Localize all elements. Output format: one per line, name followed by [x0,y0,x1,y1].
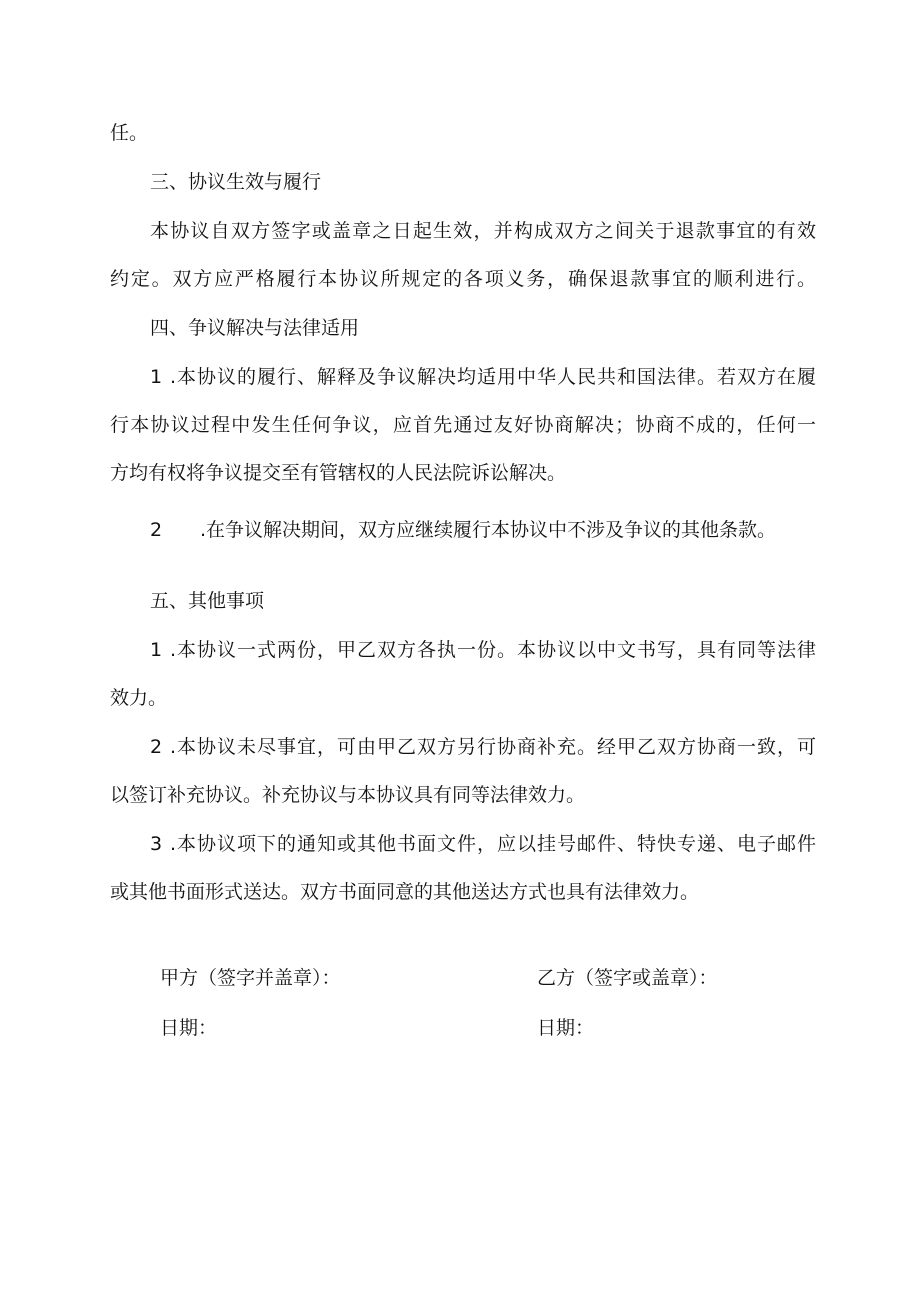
party-b-date-label: 日期： [537,1017,595,1039]
paragraph-line: 以签订补充协议。补充协议与本协议具有同等法律效力。 [110,784,586,806]
paragraph-line: 约定。双方应严格履行本协议所规定的各项义务，确保退款事宜的顺利进行。 [110,268,816,290]
paragraph-line: 行本协议过程中发生任何争议，应首先通过友好协商解决；协商不成的，任何一 [110,414,816,436]
paragraph-line: 效力。 [110,687,168,709]
paragraph-line: .本协议项下的通知或其他书面文件，应以挂号邮件、特快专递、电子邮件 [170,833,816,855]
section-heading-4: 四、争议解决与法律适用 [150,317,360,339]
clause-5-1 [150,638,816,662]
section-heading-3: 三、协议生效与履行 [150,171,322,193]
paragraph-line: 本协议自双方签字或盖章之日起生效，并构成双方之间关于退款事宜的有效 [150,220,816,242]
clause-5-2 [150,735,816,759]
paragraph-line: .本协议一式两份，甲乙双方各执一份。本协议以中文书写，具有同等法律 [170,639,816,661]
paragraph-line: .本协议未尽事宜，可由甲乙双方另行协商补充。经甲乙双方协商一致，可 [170,736,816,758]
clause-number: 1 [150,639,163,661]
paragraph-line: .本协议的履行、解释及争议解决均适用中华人民共和国法律。若双方在履 [170,366,816,388]
clause-number: 2 [150,736,163,758]
paragraph-line: 任。 [110,122,149,144]
party-a-signature-label: 甲方（签字并盖章）： [160,967,341,989]
clause-4-1 [150,365,816,389]
paragraph-line: 方均有权将争议提交至有管辖权的人民法院诉讼解决。 [110,462,567,484]
section-heading-5: 五、其他事项 [150,590,265,612]
clause-5-3 [150,832,816,856]
paragraph-line: 或其他书面形式送达。双方书面同意的其他送达方式也具有法律效力。 [110,881,700,903]
clause-number: 2 [150,519,163,541]
clause-number: 3 [150,833,163,855]
party-b-signature-label: 乙方（签字或盖章）： [537,967,718,989]
clause-number: 1 [150,366,163,388]
paragraph-line: .在争议解决期间，双方应继续履行本协议中不涉及争议的其他条款。 [200,519,777,541]
party-a-date-label: 日期： [160,1017,218,1039]
clause-4-2 [150,518,776,542]
